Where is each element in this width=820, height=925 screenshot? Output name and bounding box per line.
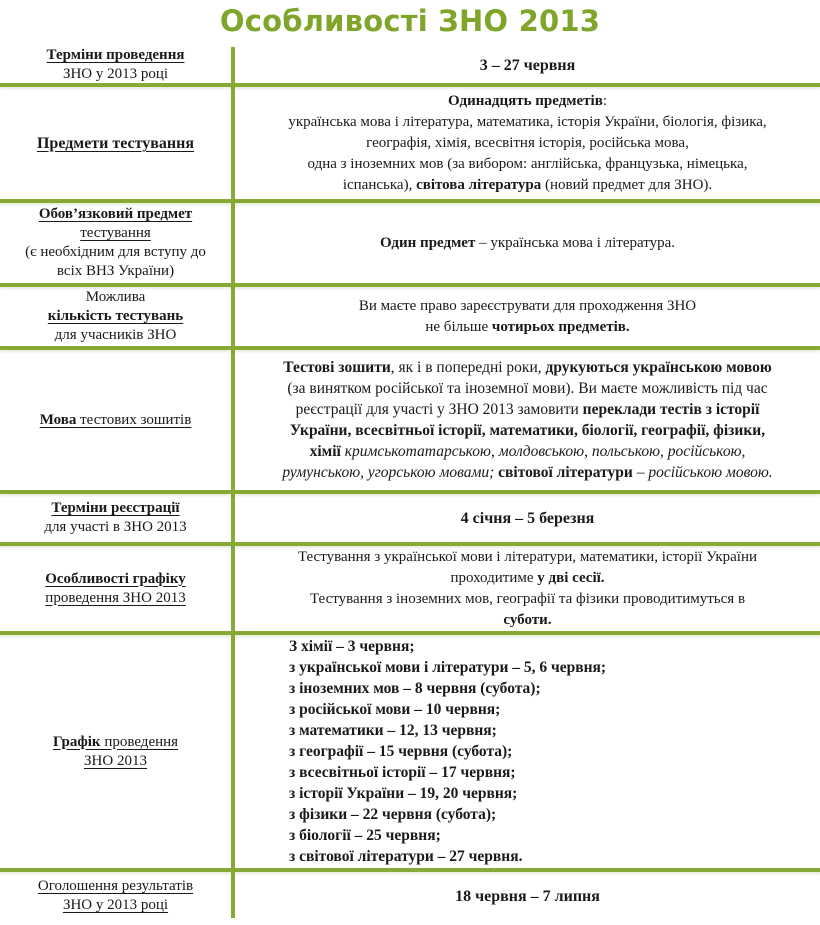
value-line: Ви маєте право зареєструвати для проходження ЗНО	[358, 297, 697, 314]
row-value	[235, 287, 820, 346]
schedule-item: З хімії – 3 червня;	[289, 638, 415, 655]
label-line: Особливості графіку	[45, 570, 186, 587]
value-bold: переклади тестів з історії	[582, 401, 760, 418]
value-bold: Один предмет	[379, 234, 476, 251]
value-bold: Тестові зошити	[283, 359, 391, 376]
page-title: Особливості ЗНО 2013	[219, 4, 601, 38]
row-label	[0, 87, 231, 199]
label-line: ЗНО 2013	[84, 752, 147, 769]
schedule-list	[235, 635, 820, 868]
value-bold: України, всесвітньої історії, математики, біології, географії, фізики,	[289, 422, 766, 439]
row-value	[235, 47, 820, 83]
label-bold: Графік	[52, 733, 101, 750]
label-line: Обов’язковий предмет	[38, 206, 193, 222]
row-label	[0, 287, 231, 346]
schedule-item: з української мови і літератури – 5, 6 червня;	[289, 659, 607, 676]
value-bold: світової літератури	[494, 464, 633, 481]
row-test-count	[0, 287, 820, 346]
row-value	[235, 87, 820, 199]
row-test-dates	[0, 47, 820, 83]
row-value	[235, 546, 820, 631]
row-label	[0, 872, 231, 920]
value-text: , як і в попередні роки,	[390, 359, 546, 376]
value-italic: кримськотатарською, молдовською, польською, російською,	[340, 443, 746, 460]
row-value	[235, 350, 820, 490]
row-schedule	[0, 635, 820, 868]
row-subjects	[0, 87, 820, 199]
row-schedule-features	[0, 546, 820, 631]
value-italic: румунською, угорською мовами;	[282, 464, 495, 481]
label-line: для учасників ЗНО	[54, 327, 177, 343]
label-line: Терміни проведення	[46, 47, 185, 63]
label-line: всіх ВНЗ України)	[56, 263, 175, 279]
value-heading: Одинадцять предметів	[448, 92, 603, 109]
schedule-item: з фізики – 22 червня (субота);	[289, 806, 497, 823]
value-line: (за винятком російської та іноземної мови). Ви маєте можливість під час	[287, 380, 768, 397]
label-line: Можлива	[85, 289, 146, 305]
value-bold: чотирьох предметів.	[491, 318, 630, 335]
label-bold: Мова	[39, 411, 77, 428]
label-text: тестових зошитів	[76, 411, 192, 428]
row-registration-dates	[0, 494, 820, 542]
value-bold: друкуються українською мовою	[545, 359, 772, 376]
row-results	[0, 872, 820, 920]
label-line: для участі в ЗНО 2013	[44, 519, 187, 535]
value-line: географія, хімія, всесвітня історія, російська мова,	[366, 134, 689, 151]
value-bold: суботи.	[503, 611, 552, 628]
label-line: Терміни реєстрації	[51, 500, 180, 516]
value-text: реєстрації для участі у ЗНО 2013 замовити	[295, 401, 583, 418]
row-label	[0, 47, 231, 83]
label-text: проведення	[100, 733, 179, 750]
label-line: тестування	[80, 225, 151, 241]
schedule-item: з біології – 25 червня;	[289, 827, 441, 844]
row-label	[0, 203, 231, 283]
value-text: 4 січня – 5 березня	[460, 509, 595, 527]
value-text: проходитиме	[450, 569, 538, 586]
label-line: (є необхідним для вступу до	[25, 244, 206, 260]
row-label	[0, 546, 231, 631]
value-text: іспанська),	[342, 176, 417, 193]
value-line: Тестування з іноземних мов, географії та фізики проводитимуться в	[309, 590, 746, 607]
row-value	[235, 494, 820, 542]
row-label	[0, 494, 231, 542]
value-line: Тестування з української мови і літератури, математики, історії України	[297, 548, 758, 565]
value-text: 3 – 27 червня	[479, 56, 576, 74]
schedule-item: з географії – 15 червня (субота);	[289, 743, 513, 760]
label-line: Оголошення результатів	[37, 878, 194, 894]
row-value	[235, 872, 820, 920]
row-booklet-language	[0, 350, 820, 490]
value-text: (новий предмет для ЗНО).	[541, 176, 713, 193]
value-bold: світова література	[416, 176, 542, 193]
row-label	[0, 635, 231, 868]
row-mandatory-subject	[0, 203, 820, 283]
label-line: ЗНО у 2013 році	[62, 66, 169, 82]
value-bold: хімії	[309, 443, 341, 460]
value-bold: у дві сесії.	[537, 569, 605, 586]
schedule-item: з історії України – 19, 20 червня;	[289, 785, 518, 802]
label-line: Предмети тестування	[36, 134, 195, 152]
schedule-item: з іноземних мов – 8 червня (субота);	[289, 680, 541, 697]
row-value	[235, 203, 820, 283]
value-heading-suffix: :	[602, 92, 607, 109]
label-line: ЗНО у 2013 році	[62, 897, 169, 913]
value-line: українська мова і література, математика, історія України, біологія, фізика,	[288, 113, 767, 130]
value-italic: – російською мовою.	[632, 464, 773, 481]
value-line: одна з іноземних мов (за вибором: англійська, французька, німецька,	[307, 155, 748, 172]
schedule-item: з математики – 12, 13 червня;	[289, 722, 497, 739]
value-text: не більше	[425, 318, 492, 335]
row-label	[0, 350, 231, 490]
schedule-item: з російської мови – 10 червня;	[289, 701, 501, 718]
schedule-item: з всесвітньої історії – 17 червня;	[289, 764, 516, 781]
value-text: – українська мова і література.	[475, 234, 676, 251]
label-line: проведення ЗНО 2013	[45, 589, 186, 606]
value-text: 18 червня – 7 липня	[455, 887, 600, 905]
label-line: кількість тестувань	[47, 308, 184, 324]
schedule-item: з світової літератури – 27 червня.	[289, 848, 523, 865]
